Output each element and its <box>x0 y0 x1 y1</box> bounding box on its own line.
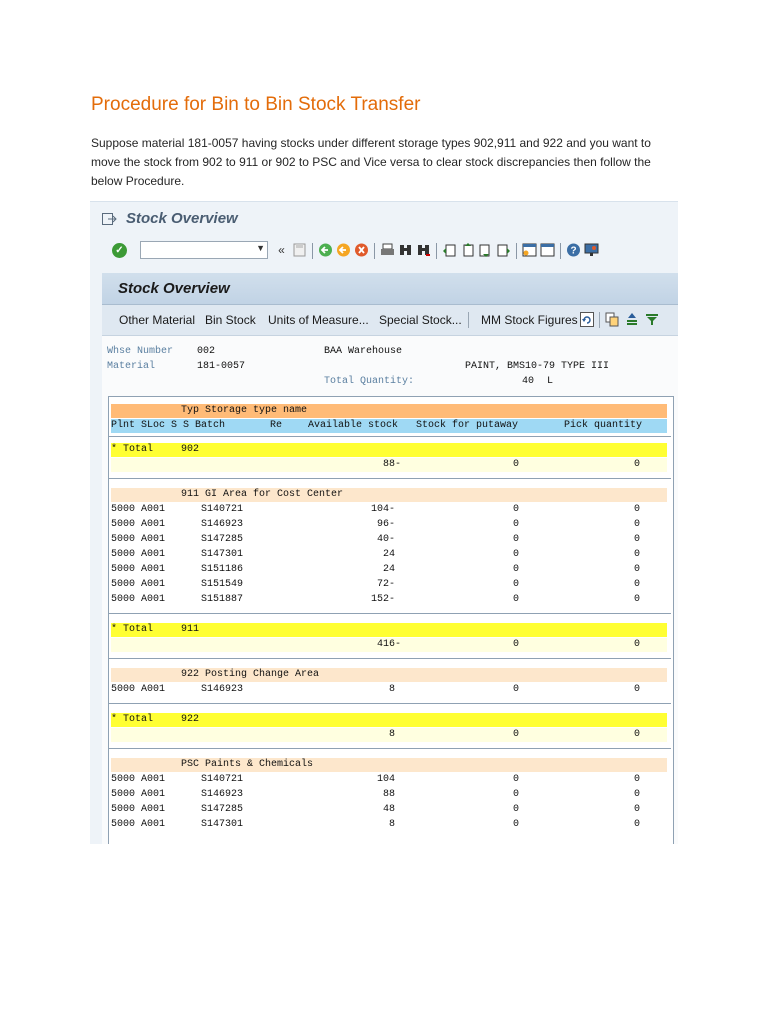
available-stock: 8 <box>388 684 395 695</box>
stock-for-putaway: 0 <box>513 639 520 650</box>
plant-storage-location: 5000 A001 <box>111 504 166 515</box>
plant-storage-location: 5000 A001 <box>111 684 166 695</box>
available-stock: 96- <box>376 519 395 530</box>
total-quantity-unit: L <box>547 376 554 387</box>
storage-type-name: PSC Paints & Chemicals <box>181 759 314 770</box>
stock-for-putaway: 0 <box>513 819 520 830</box>
pick-quantity: 0 <box>634 789 641 800</box>
group-row-911 <box>111 488 667 502</box>
plant-storage-location: 5000 A001 <box>111 549 166 560</box>
table-row[interactable] <box>111 773 667 787</box>
first-page-icon[interactable] <box>442 242 457 258</box>
plant-storage-location: 5000 A001 <box>111 804 166 815</box>
total-row-922[interactable] <box>111 713 667 727</box>
table-row[interactable] <box>111 518 667 532</box>
available-stock: 8 <box>389 729 396 740</box>
refresh-icon[interactable] <box>580 312 594 327</box>
batch: S140721 <box>201 774 244 785</box>
pick-quantity: 0 <box>634 774 641 785</box>
available-stock: 24 <box>382 549 395 560</box>
other-material-button[interactable]: Other Material <box>119 313 196 327</box>
stock-for-putaway: 0 <box>513 564 520 575</box>
help-icon[interactable] <box>566 242 581 258</box>
batch: S146923 <box>201 519 244 530</box>
available-stock: 48 <box>382 804 395 815</box>
total-row-902[interactable] <box>111 443 667 457</box>
grid-separator <box>109 436 671 437</box>
column-header-pick: Pick quantity <box>564 420 643 431</box>
plant-storage-location: 5000 A001 <box>111 594 166 605</box>
panel-header <box>102 273 678 305</box>
next-page-icon[interactable] <box>478 242 493 258</box>
table-row[interactable] <box>111 548 667 562</box>
pick-quantity: 0 <box>634 579 641 590</box>
toolbar-separator <box>468 312 469 328</box>
total-label: * Total <box>111 714 154 725</box>
window-title-bar <box>90 202 678 236</box>
stock-for-putaway: 0 <box>513 504 520 515</box>
dropdown-arrow-icon[interactable]: ▼ <box>256 243 265 253</box>
toolbar-separator <box>312 243 313 259</box>
stock-for-putaway: 0 <box>513 549 520 560</box>
storage-type-name: 911 GI Area for Cost Center <box>181 489 344 500</box>
batch: S147301 <box>201 549 244 560</box>
special-stock-button[interactable]: Special Stock... <box>379 313 462 327</box>
table-row[interactable] <box>111 503 667 517</box>
pick-quantity: 0 <box>634 519 641 530</box>
total-label: * Total <box>111 444 154 455</box>
column-header-putaway: Stock for putaway <box>416 420 519 431</box>
table-row[interactable] <box>111 578 667 592</box>
available-stock: 152- <box>370 594 395 605</box>
toolbar-separator <box>599 312 600 328</box>
group-row-922 <box>111 668 667 682</box>
stock-for-putaway: 0 <box>513 774 520 785</box>
svg-text:?: ? <box>570 245 577 257</box>
available-stock: 88- <box>383 459 402 470</box>
sap-window <box>90 201 678 844</box>
document-title: Procedure for Bin to Bin Stock Transfer <box>91 94 421 115</box>
plant-storage-location: 5000 A001 <box>111 564 166 575</box>
pick-quantity: 0 <box>634 549 641 560</box>
batch: S140721 <box>201 504 244 515</box>
stock-for-putaway: 0 <box>513 594 520 605</box>
available-stock: 24 <box>382 564 395 575</box>
batch: S147285 <box>201 534 244 545</box>
stock-for-putaway: 0 <box>513 789 520 800</box>
command-field[interactable] <box>140 241 268 259</box>
available-stock: 8 <box>388 819 395 830</box>
units-of-measure-button[interactable]: Units of Measure... <box>268 313 369 327</box>
application-toolbar <box>102 305 678 336</box>
material-description: PAINT, BMS10-79 TYPE III <box>465 361 610 372</box>
total-row-911[interactable] <box>111 623 667 637</box>
table-row[interactable] <box>111 803 667 817</box>
whse-number-label: Whse Number <box>107 346 174 357</box>
material-value: 181-0057 <box>197 361 246 372</box>
available-stock: 40- <box>376 534 395 545</box>
stock-for-putaway: 0 <box>513 729 520 740</box>
collapse-icon[interactable]: « <box>278 243 285 257</box>
bin-stock-button[interactable]: Bin Stock <box>205 313 256 327</box>
total-label: * Total <box>111 624 154 635</box>
pick-quantity: 0 <box>634 594 641 605</box>
column-header-available: Available stock <box>308 420 399 431</box>
toolbar-separator <box>374 243 375 259</box>
back-icon[interactable] <box>318 242 333 258</box>
total-row-922-values[interactable] <box>111 728 667 742</box>
find-icon[interactable] <box>398 242 413 258</box>
table-row[interactable] <box>111 533 667 547</box>
grid-separator <box>109 703 671 704</box>
column-header-typ: Typ Storage type name <box>181 405 308 416</box>
available-stock: 104- <box>370 504 395 515</box>
enter-icon[interactable]: ✓ <box>112 243 127 258</box>
pick-quantity: 0 <box>634 684 641 695</box>
stock-for-putaway: 0 <box>513 579 520 590</box>
whse-description: BAA Warehouse <box>324 346 403 357</box>
table-row[interactable] <box>111 788 667 802</box>
storage-type: 902 <box>181 444 200 455</box>
batch: S147285 <box>201 804 244 815</box>
toolbar-separator <box>516 243 517 259</box>
stock-for-putaway: 0 <box>513 459 520 470</box>
pick-quantity: 0 <box>634 564 641 575</box>
column-header-re: Re <box>270 420 283 431</box>
pick-quantity: 0 <box>634 729 641 740</box>
plant-storage-location: 5000 A001 <box>111 789 166 800</box>
total-quantity-label: Total Quantity: <box>324 376 415 387</box>
cancel-icon[interactable] <box>354 242 369 258</box>
toolbar-separator <box>436 243 437 259</box>
sort-icon[interactable] <box>625 312 639 327</box>
pick-quantity: 0 <box>634 534 641 545</box>
last-page-icon[interactable] <box>496 242 511 258</box>
batch: S151549 <box>201 579 244 590</box>
plant-storage-location: 5000 A001 <box>111 534 166 545</box>
find-next-icon[interactable] <box>416 242 431 258</box>
shortcut-icon[interactable] <box>540 242 555 258</box>
exit-icon[interactable] <box>336 242 351 258</box>
available-stock: 72- <box>376 579 395 590</box>
pick-quantity: 0 <box>634 804 641 815</box>
toolbar-separator <box>560 243 561 259</box>
stock-for-putaway: 0 <box>513 804 520 815</box>
total-row-911-values[interactable] <box>111 638 667 652</box>
new-session-icon[interactable] <box>522 242 537 258</box>
save-icon[interactable] <box>292 242 307 258</box>
available-stock: 104 <box>376 774 395 785</box>
grid-header-row <box>111 419 667 433</box>
storage-type: 922 <box>181 714 200 725</box>
batch: S146923 <box>201 789 244 800</box>
plant-storage-location: 5000 A001 <box>111 519 166 530</box>
copy-icon[interactable] <box>605 312 619 327</box>
document-paragraph: Suppose material 181-0057 having stocks under different storage types 902,911 and 922 and you want to move the stock from 902 to 911 or 902 to PSC and Vice versa to clear stock discrepancies then follow the below Procedure. <box>91 136 651 188</box>
batch: S151887 <box>201 594 244 605</box>
grid-separator <box>109 748 671 749</box>
total-quantity-value: 40 <box>522 376 535 387</box>
material-label: Material <box>107 361 156 372</box>
column-header-plnt-sloc: Plnt SLoc S S Batch <box>111 420 226 431</box>
table-row[interactable] <box>111 563 667 577</box>
table-row[interactable] <box>111 818 667 832</box>
stock-grid <box>108 396 674 844</box>
grid-header-row <box>111 404 667 418</box>
window-title: Stock Overview <box>126 210 238 227</box>
table-row[interactable] <box>111 593 667 607</box>
stock-for-putaway: 0 <box>513 684 520 695</box>
stock-for-putaway: 0 <box>513 519 520 530</box>
stock-overview-panel <box>102 273 678 844</box>
batch: S146923 <box>201 684 244 695</box>
mm-stock-figures-button[interactable]: MM Stock Figures <box>481 313 578 327</box>
pick-quantity: 0 <box>634 459 641 470</box>
batch: S147301 <box>201 819 244 830</box>
pick-quantity: 0 <box>634 819 641 830</box>
plant-storage-location: 5000 A001 <box>111 579 166 590</box>
storage-type: 911 <box>181 624 200 635</box>
grid-separator <box>109 658 671 659</box>
storage-type-name: 922 Posting Change Area <box>181 669 320 680</box>
plant-storage-location: 5000 A001 <box>111 774 166 785</box>
customize-layout-icon[interactable] <box>584 242 599 258</box>
available-stock: 88 <box>382 789 395 800</box>
available-stock: 416- <box>377 639 402 650</box>
total-row-902-values[interactable] <box>111 458 667 472</box>
whse-number-value: 002 <box>197 346 216 357</box>
table-row[interactable] <box>111 683 667 697</box>
pick-quantity: 0 <box>634 639 641 650</box>
previous-page-icon[interactable] <box>460 242 475 258</box>
stock-for-putaway: 0 <box>513 534 520 545</box>
grid-separator <box>109 478 671 479</box>
grid-separator <box>109 613 671 614</box>
group-row-psc <box>111 758 667 772</box>
batch: S151186 <box>201 564 244 575</box>
panel-title: Stock Overview <box>118 280 230 297</box>
system-toolbar <box>90 238 678 266</box>
filter-icon[interactable] <box>645 312 659 327</box>
plant-storage-location: 5000 A001 <box>111 819 166 830</box>
menu-icon[interactable] <box>102 213 117 225</box>
print-icon[interactable] <box>380 242 395 258</box>
pick-quantity: 0 <box>634 504 641 515</box>
